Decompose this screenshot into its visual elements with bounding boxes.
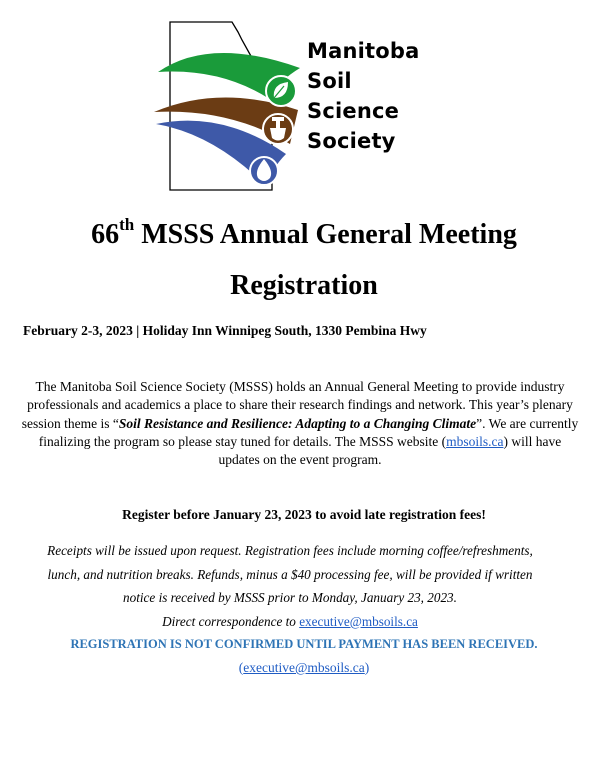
org-name-line-4: Society (307, 129, 396, 153)
title-rest: MSSS Annual General Meeting (134, 219, 517, 250)
notes-direct-prefix: Direct correspondence to (162, 613, 300, 629)
org-name (307, 36, 420, 156)
website-link[interactable]: mbsoils.ca (446, 433, 504, 449)
page-title (0, 215, 608, 251)
intro-text-3: ) will have updates on the event program. (218, 433, 562, 468)
footer-email (0, 660, 608, 676)
shovel-icon (263, 114, 293, 144)
footer-email-open: ( (238, 660, 244, 675)
page-subtitle: Registration (230, 270, 378, 301)
footer-email-close: ) (364, 660, 370, 675)
notes-text: Receipts will be issued upon request. Registration fees include morning coffee/refreshments, lunch, and nutrition breaks. Refunds, minus a $40 processing fee, will be provided if written notice is received by MSSS prior to Monday, January 23, 2023. (47, 543, 533, 606)
leaf-icon (266, 76, 296, 106)
intro-paragraph (20, 378, 580, 469)
footer-email-link[interactable]: executive@mbsoils.ca (243, 660, 365, 675)
intro-text-1: The Manitoba Soil Science Society (MSSS) holds an Annual General Meeting to provide industry professionals and academics a place to share their research findings and network. This year’s plenary session theme is “ (21, 379, 573, 431)
registration-notes (30, 539, 550, 633)
not-confirmed-warning: REGISTRATION IS NOT CONFIRMED UNTIL PAYMENT HAS BEEN RECEIVED. (70, 637, 538, 651)
intro-theme: Soil Resistance and Resilience: Adapting to a Changing Climate (118, 415, 477, 431)
water-drop-icon (250, 157, 278, 185)
title-number: 66 (91, 219, 120, 250)
org-name-line-3: Science (307, 99, 400, 123)
executive-email-link[interactable]: executive@mbsoils.ca (299, 613, 418, 629)
intro-text-2: ”. We are currently finalizing the program so please stay tuned for details. The MSSS website ( (38, 415, 579, 449)
org-name-line-2: Soil (307, 69, 352, 93)
org-name-line-1: Manitoba (307, 39, 420, 63)
mss-logo (150, 18, 470, 193)
event-dateline: February 2-3, 2023 | Holiday Inn Winnipeg South, 1330 Pembina Hwy (23, 323, 427, 338)
title-ordinal: th (119, 215, 135, 234)
register-notice: Register before January 23, 2023 to avoid late registration fees! (122, 507, 486, 522)
